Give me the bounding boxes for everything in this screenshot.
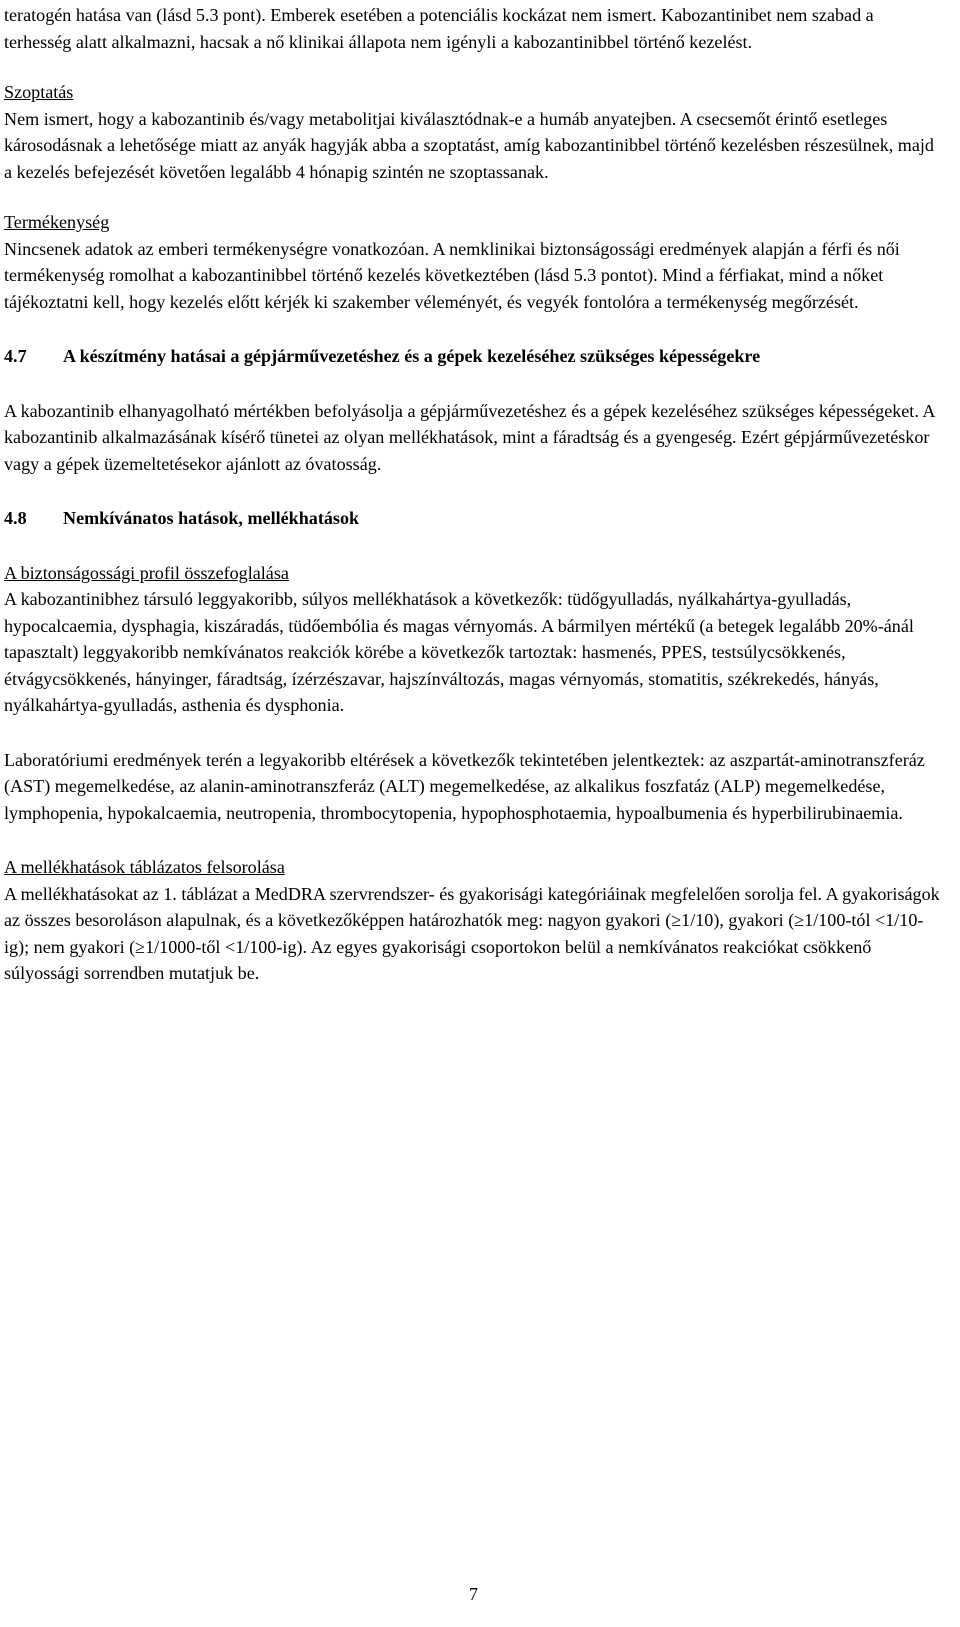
fertility-paragraph: Nincsenek adatok az emberi termékenységre vonatkozóan. A nemklinikai biztonságossági eredmények alapján a férfi és női termékenység romolhat a kabozantinibbel történő kezelés következtében (lásd 5.3 pontot). Mind a férfiakat, mind a nőket tájékoztatni kell, hogy kezelés előtt kérjék ki szakember véleményét, és vegyék fontolóra a termékenység megőrzését. (4, 238, 900, 312)
tabular-heading: A mellékhatások táblázatos felsorolása (4, 857, 285, 877)
spacer (4, 55, 944, 79)
document-page (4, 0, 944, 987)
section-title: A készítmény hatásai a gépjárművezetéshez és a gépek kezeléséhez szükséges képességekre (63, 346, 761, 366)
intro-paragraph: teratogén hatása van (lásd 5.3 pont). Emberek esetében a potenciális kockázat nem ismert. Kabozantinibet nem szabad a terhesség alatt alkalmazni, hacsak a nő klinikai állapota nem igényli a kabozantinibbel történő kezelést. (4, 5, 874, 52)
spacer (4, 532, 944, 560)
section-4-7-heading (4, 343, 944, 370)
spacer (4, 477, 944, 505)
section-4-7-paragraph: A kabozantinib elhanyagolható mértékben befolyásolja a gépjárművezetéshez és a gépek kezeléséhez szükséges képességeket. A kabozantinib alkalmazásának kísérő tünetei az olyan mellékhatások, mint a fáradtság és a gyengeség. Ezért gépjárművezetéskor vagy a gépek üzemeltetésekor ajánlott az óvatosság. (4, 400, 935, 474)
spacer (4, 185, 944, 209)
spacer (4, 719, 944, 747)
spacer (4, 370, 944, 398)
safety-profile-heading: A biztonságossági profil összefoglalása (4, 562, 289, 583)
lab-results-paragraph: Laboratóriumi eredmények terén a legyakoribb eltérések a következők tekintetében jelentkeztek: az aszpartát-aminotranszferáz (AST) megemelkedése, az alanin-aminotranszferáz (ALT) megemelkedése, az alkalikus foszfatáz (ALP) megemelkedése, lymphopenia, hypokalcaemia, neutropenia, thrombocytopenia, hypophosphotaemia, hypoalbumenia és hyperbilirubinaemia. (4, 749, 925, 823)
section-number: 4.8 (4, 508, 27, 528)
spacer (4, 826, 944, 854)
breastfeeding-paragraph: Nem ismert, hogy a kabozantinib és/vagy metabolitjai kiválasztódnak-e a humáb anyatejben. A csecsemőt érintő esetleges károsodásnak a lehetősége miatt az anyák hagyják abba a szoptatást, amíg kabozantinibbel történő kezelésben részesülnek, majd a kezelés befejezését követően legalább 4 hónapig szintén ne szoptassanak. (4, 108, 934, 182)
spacer (4, 315, 944, 343)
tabular-paragraph: A mellékhatásokat az 1. táblázat a MedDRA szervrendszer- és gyakorisági kategóriáinak megfelelően sorolja fel. A gyakoriságok az összes besoroláson alapulnak, és a következőképpen határozhatók meg: nagyon gyakori (≥1/10), gyakori (≥1/100-tól <1/10-ig); nem gyakori (≥1/1000-től <1/100-ig). Az egyes gyakorisági csoportokon belül a nemkívánatos reakciókat csökkenő súlyossági sorrendben mutatjuk be. (4, 883, 940, 983)
breastfeeding-heading: Szoptatás (4, 82, 74, 102)
page-number: 7 (469, 1584, 479, 1604)
safety-profile-paragraph: A kabozantinibhez társuló leggyakoribb, súlyos mellékhatások a következők: tüdőgyulladás, nyálkahártya-gyulladás, hypocalcaemia, dysphagia, kiszáradás, tüdőembólia és magas vérnyomás. A bármilyen mértékű (a betegek legalább 20%-ánál tapasztalt) leggyakoribb nemkívánatos reakciók körébe a következők tartoztak: hasmenés, PPES, testsúlycsökkenés, étvágycsökkenés, hányinger, fáradtság, ízérzészavar, hajszínváltozás, magas vérnyomás, stomatitis, székrekedés, hányás, nyálkahártya-gyulladás, asthenia és dysphonia. (4, 589, 914, 715)
section-title: Nemkívánatos hatások, mellékhatások (63, 508, 360, 528)
section-4-8-heading (4, 505, 944, 532)
section-number: 4.7 (4, 346, 27, 366)
fertility-heading: Termékenység (4, 212, 110, 232)
